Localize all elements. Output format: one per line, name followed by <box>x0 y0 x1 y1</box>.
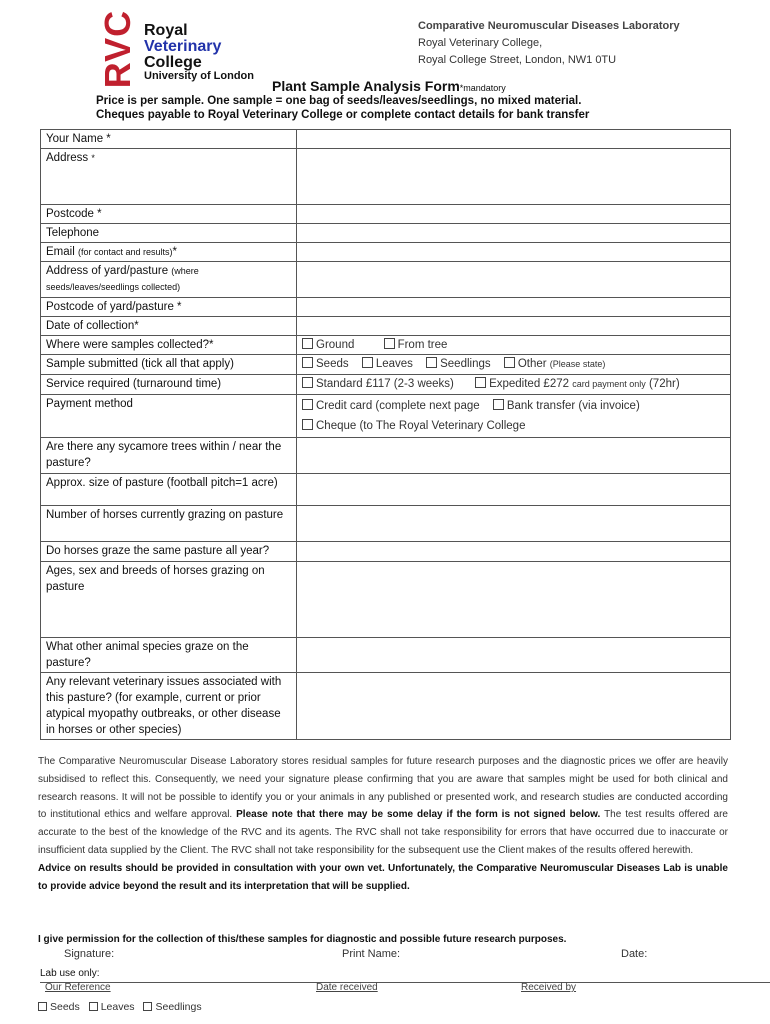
lab-address-line-1: Royal Veterinary College, <box>418 37 543 49</box>
payment-options <box>297 395 731 438</box>
checkbox-icon[interactable] <box>475 377 486 388</box>
email-field[interactable] <box>297 243 731 262</box>
checkbox-icon[interactable] <box>504 357 515 368</box>
lab-reference-label: Our Reference <box>45 982 111 993</box>
vet-issues-field[interactable] <box>297 673 731 740</box>
same-pasture-field[interactable] <box>297 542 731 562</box>
signature-label[interactable]: Signature: <box>64 948 115 960</box>
lab-option-seedlings[interactable] <box>143 1001 201 1013</box>
other-species-label: What other animal species graze on the pasture? <box>41 638 297 673</box>
option-seeds-label: Seeds <box>316 358 349 370</box>
option-ground[interactable] <box>302 339 354 351</box>
option-other[interactable] <box>504 358 606 370</box>
payment-label: Payment method <box>41 395 297 438</box>
horses-number-field[interactable] <box>297 506 731 542</box>
checkbox-icon[interactable] <box>302 419 313 430</box>
telephone-field[interactable] <box>297 224 731 243</box>
collection-date-field[interactable] <box>297 317 731 336</box>
yard-postcode-field[interactable] <box>297 298 731 317</box>
email-label-note: (for contact and results) <box>77 247 173 257</box>
email-label: Email (for contact and results)* <box>41 243 297 262</box>
disclaimer-paragraph-tail: The test results offered are accurate to the best of the knowledge of the RVC and its agents. The RVC shall not take responsibility for errors that have occurred due to inaccurate or insufficient data supplied by the Client. The RVC shall not take responsibility for the subsequent use the Client makes of the results offered herewith. <box>38 809 728 856</box>
mandatory-note: *mandatory <box>459 83 506 93</box>
postcode-label: Postcode * <box>41 205 297 224</box>
disclaimer-text <box>38 753 728 895</box>
collection-date-label: Date of collection* <box>41 317 297 336</box>
permission-statement: I give permission for the collection of this/these samples for diagnostic and possible future research purposes. <box>38 934 567 945</box>
lab-address-block <box>418 18 680 69</box>
table-row <box>41 542 731 562</box>
option-expedited-note: card payment only <box>572 379 646 389</box>
option-other-label: Other <box>517 358 547 370</box>
checkbox-icon[interactable] <box>302 357 313 368</box>
service-label: Service required (turnaround time) <box>41 375 297 395</box>
checkbox-icon[interactable] <box>89 1002 98 1011</box>
sample-form-table <box>40 129 731 740</box>
postcode-field[interactable] <box>297 205 731 224</box>
table-row <box>41 474 731 506</box>
option-cheque[interactable] <box>302 420 525 432</box>
lab-option-leaves[interactable] <box>89 1001 135 1013</box>
option-other-note: (Please state) <box>549 359 606 369</box>
option-expedited[interactable] <box>475 378 680 390</box>
print-name-label[interactable]: Print Name: <box>342 948 401 960</box>
table-row <box>41 205 731 224</box>
horse-ages-label: Ages, sex and breeds of horses grazing on pasture <box>41 562 297 638</box>
lab-use-divider <box>40 982 770 983</box>
option-from-tree[interactable] <box>384 339 448 351</box>
checkbox-icon[interactable] <box>384 338 395 349</box>
checkbox-icon[interactable] <box>493 399 504 410</box>
yard-address-label <box>41 262 297 298</box>
option-leaves-label: Leaves <box>375 358 413 370</box>
other-species-field[interactable] <box>297 638 731 673</box>
option-standard[interactable] <box>302 378 454 390</box>
table-row <box>41 562 731 638</box>
checkbox-icon[interactable] <box>302 377 313 388</box>
form-title <box>272 78 506 94</box>
checkbox-icon[interactable] <box>302 399 313 410</box>
where-collected-label: Where were samples collected?* <box>41 336 297 355</box>
sycamore-label: Are there any sycamore trees within / near the pasture? <box>41 438 297 474</box>
logo-line-college: College <box>144 54 202 71</box>
yard-address-note: (where seeds/leaves/seedlings collected) <box>46 266 199 292</box>
pasture-size-field[interactable] <box>297 474 731 506</box>
date-label[interactable]: Date: <box>621 948 648 960</box>
yard-address-field[interactable] <box>297 262 731 298</box>
option-bank-transfer[interactable] <box>493 400 640 412</box>
lab-date-received-label: Date received <box>316 982 378 993</box>
rvc-logo <box>98 6 258 88</box>
checkbox-icon[interactable] <box>38 1002 47 1011</box>
table-row <box>41 130 731 149</box>
advice-note: Advice on results should be provided in consultation with your own vet. Unfortunately, the Comparative Neuromuscular Diseases Lab is unable to provide advice beyond the result and its interpretation that will be supplied. <box>38 862 728 892</box>
table-row <box>41 317 731 336</box>
service-options <box>297 375 731 395</box>
lab-option-leaves-label: Leaves <box>100 1001 135 1013</box>
option-seedlings[interactable] <box>426 358 491 370</box>
logo-university: University of London <box>144 70 254 82</box>
logo-line-veterinary: Veterinary <box>144 38 222 55</box>
option-standard-label: Standard £117 (2-3 weeks) <box>316 378 454 390</box>
table-row <box>41 298 731 317</box>
sample-submitted-options <box>297 355 731 375</box>
sycamore-field[interactable] <box>297 438 731 474</box>
lab-option-seeds[interactable] <box>38 1001 80 1013</box>
lab-address-line-2: Royal College Street, London, NW1 0TU <box>418 54 617 66</box>
table-row <box>41 506 731 542</box>
lab-option-seeds-label: Seeds <box>50 1001 80 1013</box>
sample-submitted-label: Sample submitted (tick all that apply) <box>41 355 297 375</box>
table-row <box>41 262 731 298</box>
address-field[interactable] <box>297 149 731 205</box>
name-label: Your Name * <box>41 130 297 149</box>
checkbox-icon[interactable] <box>362 357 373 368</box>
disclaimer-signature-note: Please note that there may be some delay if the form is not signed below. <box>236 809 601 821</box>
yard-address-label-text: Address of yard/pasture <box>46 265 169 277</box>
cheque-note: Cheques payable to Royal Veterinary College or complete contact details for bank transfer <box>96 109 590 121</box>
option-ground-label: Ground <box>316 339 355 351</box>
telephone-label: Telephone <box>41 224 297 243</box>
lab-use-options <box>38 1001 212 1013</box>
table-row <box>41 355 731 375</box>
option-credit-card-label: Credit card (complete next page <box>316 400 480 412</box>
lab-use-title: Lab use only: <box>40 968 100 979</box>
checkbox-icon[interactable] <box>143 1002 152 1011</box>
lab-title: Comparative Neuromuscular Diseases Laboratory <box>418 20 680 32</box>
table-row <box>41 224 731 243</box>
horses-number-label: Number of horses currently grazing on pasture <box>41 506 297 542</box>
option-leaves[interactable] <box>362 358 413 370</box>
option-seedlings-label: Seedlings <box>440 358 491 370</box>
option-seeds[interactable] <box>302 358 349 370</box>
name-field[interactable] <box>297 130 731 149</box>
disclaimer-paragraph: The Comparative Neuromuscular Disease Laboratory stores residual samples for future research purposes and the diagnostic prices we offer are heavily subsidised to reflect this. Consequently, we need your signature please confirming that you are aware that samples might be used for both clinical and research reasons. It will not be possible to identify you or your animals in any published or presented work, and research studies are conducted according to institutional ethics and welfare approval. <box>38 756 728 821</box>
table-row <box>41 243 731 262</box>
option-expedited-time: (72hr) <box>648 378 680 390</box>
table-row <box>41 673 731 740</box>
address-label-text: Address <box>46 152 89 164</box>
option-credit-card[interactable] <box>302 400 480 412</box>
form-title-text: Plant Sample Analysis Form <box>272 78 460 94</box>
same-pasture-label: Do horses graze the same pasture all year? <box>41 542 297 562</box>
checkbox-icon[interactable] <box>426 357 437 368</box>
lab-option-seedlings-label: Seedlings <box>155 1001 202 1013</box>
table-row <box>41 638 731 673</box>
table-row <box>41 149 731 205</box>
logo-line-royal: Royal <box>144 22 188 39</box>
yard-postcode-label: Postcode of yard/pasture * <box>41 298 297 317</box>
table-row <box>41 438 731 474</box>
rvc-mark-text: RVC <box>97 9 138 89</box>
lab-received-by-label: Received by <box>521 982 577 993</box>
table-row <box>41 395 731 438</box>
price-notes <box>96 94 589 122</box>
option-from-tree-label: From tree <box>397 339 448 351</box>
pasture-size-label: Approx. size of pasture (football pitch=1 acre) <box>41 474 297 506</box>
address-label: Address * <box>41 149 297 205</box>
price-note: Price is per sample. One sample = one bag of seeds/leaves/seedlings, no mixed material. <box>96 95 582 107</box>
vet-issues-label: Any relevant veterinary issues associated with this pasture? (for example, current or prior atypical myopathy outbreaks, or other disease in horses or other species) <box>41 673 297 740</box>
table-row <box>41 336 731 355</box>
option-expedited-label: Expedited £272 <box>489 378 570 390</box>
checkbox-icon[interactable] <box>302 338 313 349</box>
where-collected-options <box>297 336 731 355</box>
option-cheque-label: Cheque (to The Royal Veterinary College <box>316 420 526 432</box>
option-bank-transfer-label: Bank transfer (via invoice) <box>506 400 640 412</box>
horse-ages-field[interactable] <box>297 562 731 638</box>
table-row <box>41 375 731 395</box>
email-label-text: Email <box>46 246 75 258</box>
rvc-mark <box>97 6 138 89</box>
